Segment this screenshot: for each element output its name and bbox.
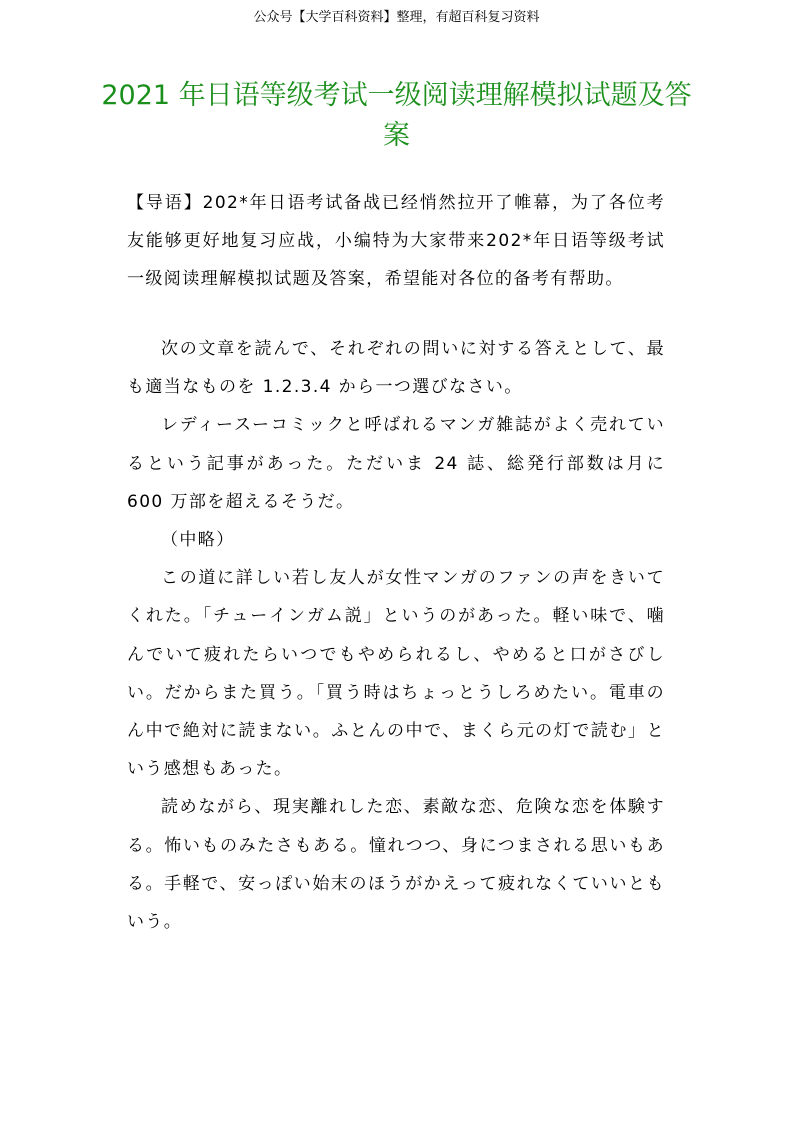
article-body [127,330,665,941]
instruction-paragraph: 次の文章を読んで、それぞれの問いに対する答えとして、最も適当なものを 1.2.3.4 から一つ選びなさい。 [127,339,665,398]
page-title: 2021 年日语等级考试一级阅读理解模拟试题及答案 [101,80,692,151]
intro-paragraph: 【导语】202*年日语考试备战已经悄然拉开了帷幕，为了各位考友能够更好地复习应战，小编特为大家带来202*年日语等级考试一级阅读理解模拟试题及答案，希望能对各位的备考有帮助。 [127,193,665,290]
body-paragraph-3: 読めながら、現実離れした恋、素敵な恋、危険な恋を体験する。怖いものみたさもある。憧れつつ、身につまされる思いもある。手軽で、安っぽい始末のほうがかえって疲れなくていいともいう。 [127,797,665,933]
page-header: 公众号【大学百科资料】整理，有超百科复习资料 [253,10,540,25]
body-paragraph-1: レディースーコミックと呼ばれるマンガ雑誌がよく売れているという記事があった。ただいま 24 誌、総発行部数は月に 600 万部を超えるそうだ。 [127,415,665,512]
omission-note: （中略） [161,530,235,551]
body-paragraph-2: この道に詳しい若し友人が女性マンガのファンの声をきいてくれた。「チューインガム説」というのがあった。軽い味で、噛んでいて疲れたらいつでもやめられるし、やめると口がさびしい。だからまた買う。「買う時はちょっとうしろめたい。電車のん中で絶対に読まない。ふとんの中で、まくら元の灯で読む」という感想もあった。 [127,568,665,780]
